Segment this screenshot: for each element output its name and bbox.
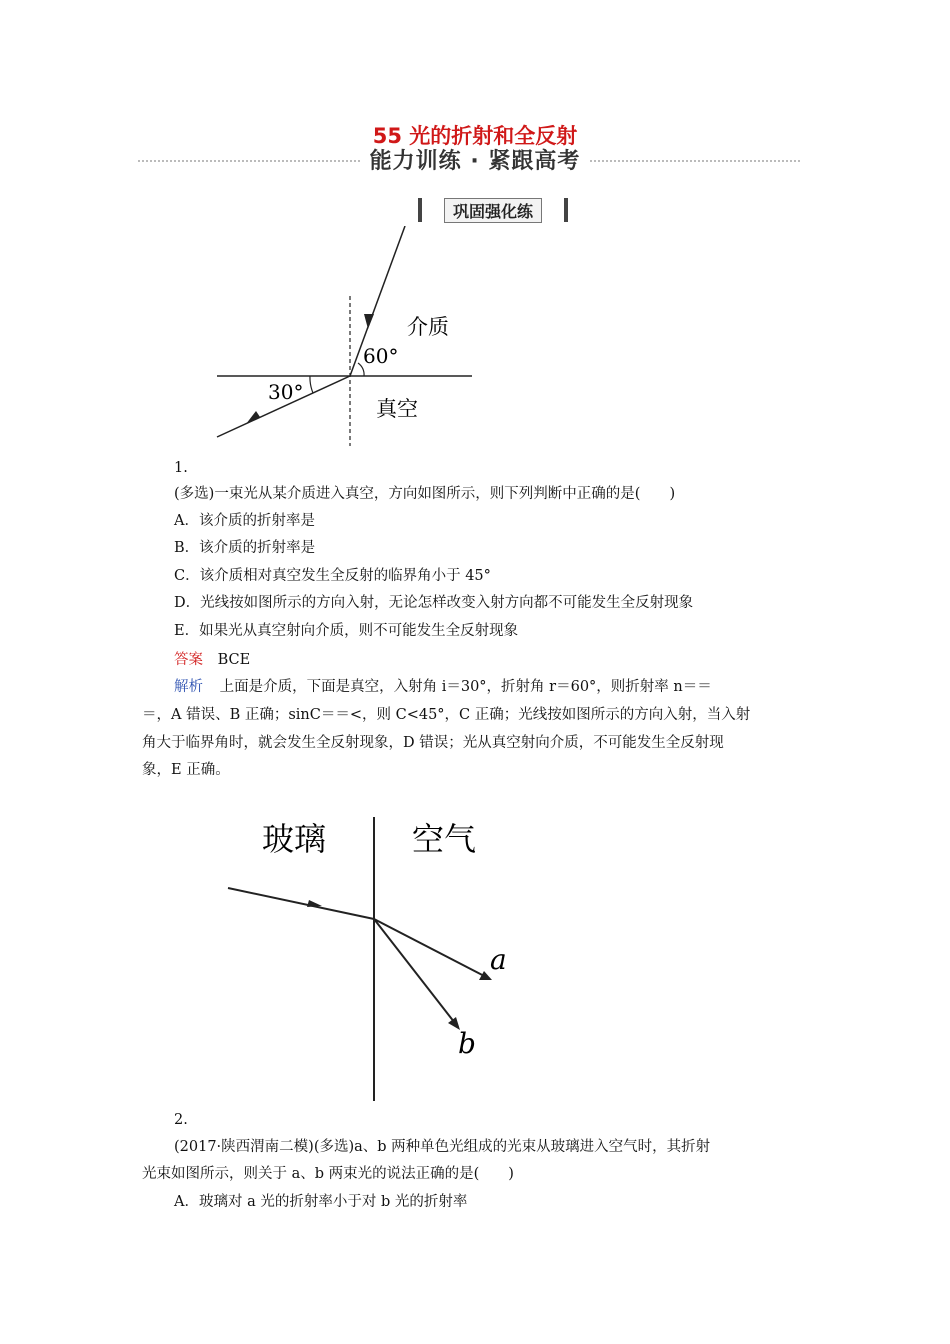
question-1-stem: (多选)一束光从某介质进入真空，方向如图所示，则下列判断中正确的是( ) [174, 486, 676, 502]
refracted-arrow-icon [246, 411, 260, 424]
ray-a-line [374, 919, 490, 979]
banner-text: 能力训练 · 紧跟高考 [360, 149, 591, 174]
incident-beam [228, 888, 374, 919]
analysis-label: 解析 [174, 679, 203, 695]
page-title: 55 光的折射和全反射 [372, 124, 578, 148]
ray-b-line [374, 919, 458, 1027]
q2-option-a: A．玻璃对 a 光的折射率小于对 b 光的折射率 [174, 1194, 468, 1210]
incident-arrow-icon [364, 314, 374, 329]
ray-a-label: a [490, 943, 507, 976]
q1-option-a: A．该介质的折射率是 [174, 513, 315, 529]
incident-beam-arrow-icon [307, 900, 322, 907]
glass-label: 玻璃 [262, 820, 327, 858]
figure-1-refraction-diagram [210, 226, 490, 458]
answer-value: BCE [217, 652, 251, 668]
q1-analysis-line-3: 角大于临界角时，就会发生全反射现象，D 错误；光从真空射向介质，不可能发生全反射现 [142, 735, 724, 751]
q1-option-d: D．光线按如图所示的方向入射，无论怎样改变入射方向都不可能发生全反射现象 [174, 595, 694, 611]
angle-30-label: 30° [268, 380, 304, 404]
q1-option-e: E．如果光从真空射向介质，则不可能发生全反射现象 [174, 623, 519, 639]
q1-answer-row [174, 650, 250, 670]
q1-analysis-line-1: 解析 上面是介质，下面是真空，入射角 i＝30°，折射角 r＝60°，则折射率 n＝＝ [174, 679, 712, 695]
answer-label: 答案 [174, 652, 203, 668]
air-label: 空气 [412, 820, 477, 858]
vacuum-label: 真空 [376, 397, 418, 421]
banner [0, 144, 950, 175]
medium-label: 介质 [407, 315, 449, 339]
angle-60-label: 60° [363, 344, 399, 368]
question-2-number: 2. [174, 1112, 188, 1128]
figure-2-glass-air-diagram [192, 789, 532, 1109]
q1-analysis-line-2: ＝，A 错误、B 正确；sinC＝＝<，则 C<45°，C 正确；光线按如图所示的方向入射，当入射 [142, 707, 751, 723]
ray-b-label: b [458, 1027, 476, 1060]
question-2-stem-line-1: (2017·陕西渭南二模)(多选)a、b 两种单色光组成的光束从玻璃进入空气时，其折射 [174, 1139, 711, 1155]
question-1-number: 1. [174, 460, 188, 476]
angle-arc-bottom [310, 376, 313, 393]
q1-option-b: B．该介质的折射率是 [174, 540, 316, 556]
question-2-stem-line-2: 光束如图所示，则关于 a、b 两束光的说法正确的是( ) [142, 1166, 514, 1182]
q1-option-c: C．该介质相对真空发生全反射的临界角小于 45° [174, 568, 491, 584]
section-label-box [418, 198, 568, 222]
q1-analysis-line-4: 象，E 正确。 [142, 762, 230, 778]
section-label: 巩固强化练 [444, 198, 542, 223]
